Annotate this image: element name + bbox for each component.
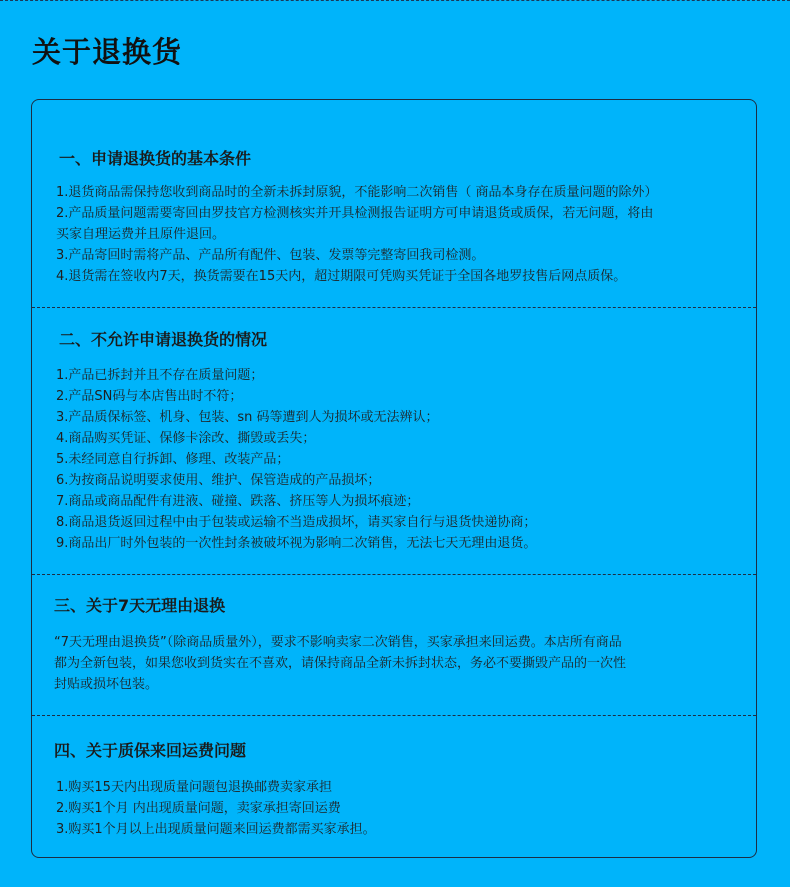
paragraph-line: 封贴或损坏包装。 xyxy=(54,677,159,692)
list-item: 7.商品或商品配件有进液、碰撞、跌落、挤压等人为损坏痕迹； xyxy=(56,494,420,509)
paragraph-line: 都为全新包装，如果您收到货实在不喜欢，请保持商品全新未拆封状态，务必不要撕毁产品的一次性 xyxy=(54,656,627,671)
section-list xyxy=(56,182,658,287)
list-item: 买家自理运费并且原件退回。 xyxy=(56,227,226,242)
list-item: 3.产品寄回时需将产品、产品所有配件、包装、发票等完整寄回我司检测。 xyxy=(56,248,485,263)
section-list xyxy=(56,365,536,554)
list-item: 1.退货商品需保持您收到商品时的全新未拆封原貌，不能影响二次销售（ 商品本身存在质量问题的除外） xyxy=(56,185,658,200)
section-seven-day-return xyxy=(32,574,756,716)
list-item: 5.未经同意自行拆卸、修理、改装产品； xyxy=(56,452,290,467)
list-item: 2.产品SN码与本店售出时不符； xyxy=(56,389,243,404)
list-item: 8.商品退货返回过程中由于包装或运输不当造成损坏，请买家自行与退货快递协商； xyxy=(56,515,537,530)
section-list xyxy=(56,777,376,840)
page-title: 关于退换货 xyxy=(32,35,183,69)
section-not-allowed xyxy=(32,307,756,575)
section-paragraph xyxy=(54,632,626,695)
list-item: 6.为按商品说明要求使用、维护、保管造成的产品损坏； xyxy=(56,473,381,488)
list-item: 9.商品出厂时外包装的一次性封条被破坏视为影响二次销售，无法七天无理由退货。 xyxy=(56,536,537,551)
list-item: 3.购买1个月以上出现质量问题来回运费都需买家承担。 xyxy=(56,822,376,837)
section-heading: 二、不允许申请退换货的情况 xyxy=(59,330,268,349)
list-item: 2.购买1个月 内出现质量问题，卖家承担寄回运费 xyxy=(56,801,341,816)
paragraph-line: “7天无理由退换货”（除商品质量外），要求不影响卖家二次销售，买家承担来回运费。本店所有商品 xyxy=(54,635,622,650)
policy-panel xyxy=(31,99,757,858)
section-heading: 三、关于7天无理由退换 xyxy=(54,596,226,615)
section-heading: 四、关于质保来回运费问题 xyxy=(54,741,247,760)
section-warranty-shipping xyxy=(32,715,756,857)
top-dashed-rule xyxy=(0,0,790,1)
list-item: 4.商品购买凭证、保修卡涂改、撕毁或丢失； xyxy=(56,431,316,446)
list-item: 1.购买15天内出现质量问题包退换邮费卖家承担 xyxy=(56,780,332,795)
list-item: 4.退货需在签收内7天，换货需要在15天内，超过期限可凭购买凭证于全国各地罗技售后网点质保。 xyxy=(56,269,627,284)
section-basic-conditions xyxy=(32,100,756,308)
list-item: 3.产品质保标签、机身、包装、sn 码等遭到人为损坏或无法辨认； xyxy=(56,410,439,425)
section-heading: 一、申请退换货的基本条件 xyxy=(59,149,252,168)
list-item: 2.产品质量问题需要寄回由罗技官方检测核实并开具检测报告证明方可申请退货或质保，若无问题，将由 xyxy=(56,206,654,221)
list-item: 1.产品已拆封并且不存在质量问题； xyxy=(56,368,264,383)
